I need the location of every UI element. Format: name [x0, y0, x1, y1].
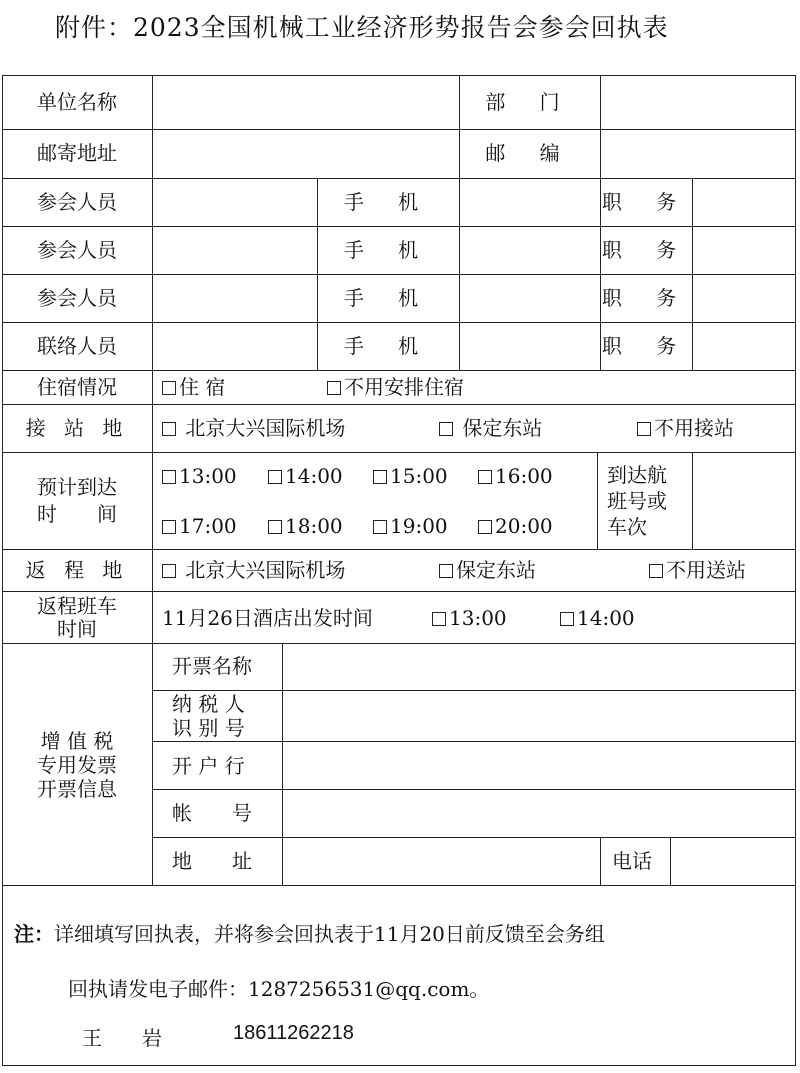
department-field[interactable]	[601, 76, 795, 128]
postcode-field[interactable]	[601, 130, 795, 177]
attendee-label-1: 参会人员	[37, 190, 117, 214]
checkbox-icon[interactable]	[162, 520, 176, 534]
invoice-label-line2: 专用发票	[37, 753, 117, 777]
checkbox-icon[interactable]	[162, 422, 176, 436]
flight-number-label-line2: 班号或	[607, 489, 667, 513]
checkbox-icon[interactable]	[649, 564, 663, 578]
position-label-3: 职 务	[601, 286, 691, 310]
shuttle-time-option[interactable]: 13:00	[432, 606, 507, 630]
return-option-airport[interactable]: 北京大兴国际机场	[162, 558, 345, 582]
pickup-option-airport[interactable]: 北京大兴国际机场	[162, 416, 345, 440]
checkbox-icon[interactable]	[162, 564, 176, 578]
checkbox-icon[interactable]	[478, 470, 492, 484]
invoice-address-label: 地 址	[172, 849, 252, 873]
invoice-name-label: 开票名称	[172, 654, 252, 678]
arrival-time-option[interactable]: 13:00	[162, 464, 237, 488]
checkbox-icon[interactable]	[637, 422, 651, 436]
checkbox-icon[interactable]	[560, 612, 574, 626]
mobile-label-3: 手 机	[343, 286, 433, 310]
return-option-none[interactable]: 不用送站	[649, 558, 746, 582]
checkbox-icon[interactable]	[162, 381, 176, 395]
arrival-label-line1: 预计到达	[37, 475, 117, 499]
invoice-label-line3: 开票信息	[37, 777, 117, 801]
lodging-stay-option[interactable]: 住 宿	[162, 375, 225, 399]
mailing-address-label: 邮寄地址	[37, 141, 117, 165]
checkbox-icon[interactable]	[268, 520, 282, 534]
checkbox-icon[interactable]	[478, 520, 492, 534]
mobile-label-1: 手 机	[343, 190, 433, 214]
flight-number-label-line1: 到达航	[607, 463, 667, 487]
position-label-4: 职 务	[601, 334, 691, 358]
arrival-time-option[interactable]: 20:00	[478, 514, 553, 538]
note-line1: 注：详细填写回执表，并将参会回执表于11月20日前反馈至会务组	[14, 922, 605, 946]
lodging-label: 住宿情况	[37, 375, 117, 399]
mailing-address-field[interactable]	[153, 130, 458, 177]
department-label: 部 门	[485, 90, 574, 114]
position-label-1: 职 务	[601, 190, 691, 214]
account-label: 帐 号	[172, 801, 252, 825]
pickup-option-none[interactable]: 不用接站	[637, 416, 734, 440]
arrival-time-option[interactable]: 19:00	[373, 514, 448, 538]
shuttle-label-line1: 返程班车	[37, 594, 117, 618]
shuttle-time-option[interactable]: 14:00	[560, 606, 635, 630]
arrival-time-option[interactable]: 15:00	[373, 464, 448, 488]
checkbox-icon[interactable]	[373, 520, 387, 534]
contact-name: 王 岩	[82, 1026, 162, 1050]
checkbox-icon[interactable]	[327, 381, 341, 395]
taxpayer-id-label-line1: 纳 税 人	[172, 692, 245, 716]
arrival-time-option[interactable]: 16:00	[478, 464, 553, 488]
invoice-phone-label: 电话	[612, 849, 652, 873]
shuttle-description: 11月26日酒店出发时间	[162, 606, 373, 630]
checkbox-icon[interactable]	[162, 470, 176, 484]
checkbox-icon[interactable]	[439, 564, 453, 578]
mobile-label-4: 手 机	[343, 334, 433, 358]
arrival-time-option[interactable]: 17:00	[162, 514, 237, 538]
invoice-label-line1: 增 值 税	[40, 729, 114, 753]
bank-label: 开 户 行	[172, 754, 245, 778]
flight-number-field[interactable]	[693, 453, 795, 548]
return-label: 返 程 地	[25, 558, 129, 582]
lodging-no-option[interactable]: 不用安排住宿	[327, 375, 464, 399]
contact-person-label: 联络人员	[37, 334, 117, 358]
attendee-label-2: 参会人员	[37, 238, 117, 262]
shuttle-label-line2: 时间	[57, 617, 97, 641]
taxpayer-id-label-line2: 识 别 号	[172, 716, 245, 740]
flight-number-label-line3: 车次	[607, 515, 647, 539]
position-label-2: 职 务	[601, 238, 691, 262]
contact-phone: 18611262218	[233, 1022, 354, 1044]
arrival-label-line2: 时 间	[37, 502, 117, 526]
page-title: 附件：2023全国机械工业经济形势报告会参会回执表	[55, 13, 669, 42]
note-line2: 回执请发电子邮件：1287256531@qq.com。	[68, 977, 490, 1001]
attendee-label-3: 参会人员	[37, 286, 117, 310]
return-option-baoding[interactable]: 保定东站	[439, 558, 536, 582]
postcode-label: 邮 编	[485, 141, 574, 165]
unit-name-field[interactable]	[153, 76, 458, 128]
arrival-time-option[interactable]: 14:00	[268, 464, 343, 488]
checkbox-icon[interactable]	[373, 470, 387, 484]
pickup-label: 接 站 地	[25, 416, 129, 440]
arrival-time-option[interactable]: 18:00	[268, 514, 343, 538]
checkbox-icon[interactable]	[432, 612, 446, 626]
mobile-label-2: 手 机	[343, 238, 433, 262]
checkbox-icon[interactable]	[268, 470, 282, 484]
checkbox-icon[interactable]	[439, 422, 453, 436]
pickup-option-baoding[interactable]: 保定东站	[439, 416, 542, 440]
unit-name-label: 单位名称	[37, 90, 117, 114]
